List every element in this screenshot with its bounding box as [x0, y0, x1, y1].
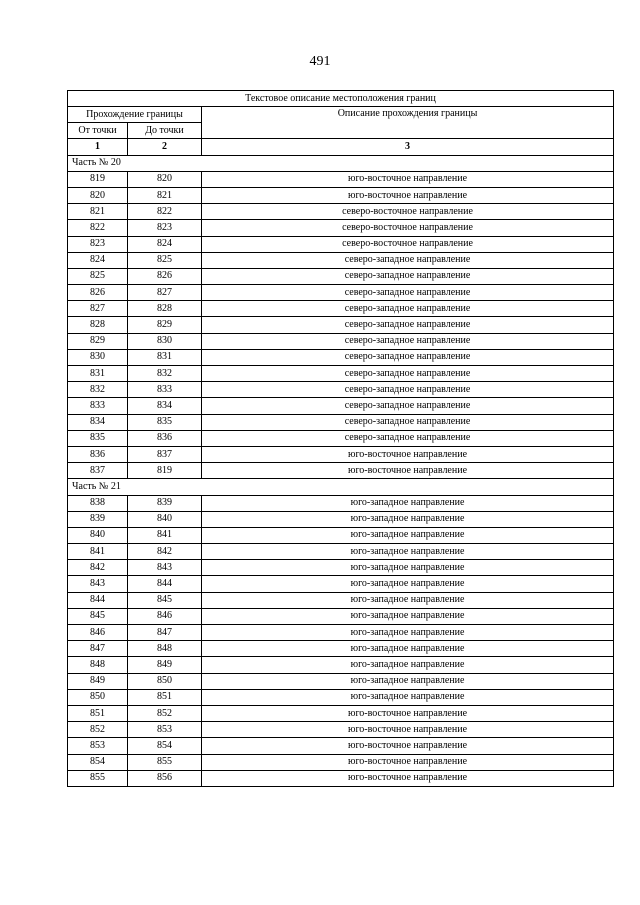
header-boundary-passage: Прохождение границы	[68, 107, 202, 123]
table-row	[68, 705, 614, 721]
table-row	[68, 171, 614, 187]
cell-to-point: 835	[128, 414, 202, 430]
cell-from-point: 847	[68, 641, 128, 657]
table-row	[68, 527, 614, 543]
column-number-2: 2	[128, 139, 202, 155]
cell-to-point: 841	[128, 527, 202, 543]
cell-direction: юго-восточное направление	[202, 738, 614, 754]
cell-direction: юго-западное направление	[202, 641, 614, 657]
table-row	[68, 220, 614, 236]
cell-to-point: 831	[128, 349, 202, 365]
cell-from-point: 830	[68, 349, 128, 365]
cell-from-point: 821	[68, 204, 128, 220]
cell-to-point: 840	[128, 511, 202, 527]
cell-to-point: 827	[128, 285, 202, 301]
header-from-point: От точки	[68, 123, 128, 139]
cell-to-point: 846	[128, 608, 202, 624]
cell-to-point: 853	[128, 722, 202, 738]
page-number: 491	[309, 54, 331, 69]
cell-direction: юго-западное направление	[202, 576, 614, 592]
cell-direction: северо-западное направление	[202, 252, 614, 268]
cell-to-point: 825	[128, 252, 202, 268]
cell-from-point: 835	[68, 430, 128, 446]
table-row	[68, 204, 614, 220]
cell-direction: юго-западное направление	[202, 625, 614, 641]
cell-to-point: 823	[128, 220, 202, 236]
cell-direction: северо-западное направление	[202, 317, 614, 333]
cell-from-point: 819	[68, 171, 128, 187]
cell-direction: юго-восточное направление	[202, 770, 614, 786]
cell-direction: северо-западное направление	[202, 414, 614, 430]
cell-to-point: 821	[128, 187, 202, 203]
cell-from-point: 828	[68, 317, 128, 333]
table-row	[68, 657, 614, 673]
table-row	[68, 236, 614, 252]
cell-from-point: 855	[68, 770, 128, 786]
section-header-row	[68, 479, 614, 495]
cell-from-point: 839	[68, 511, 128, 527]
cell-to-point: 856	[128, 770, 202, 786]
section-title: Часть № 21	[68, 479, 614, 495]
table-row	[68, 285, 614, 301]
table-row	[68, 446, 614, 462]
cell-direction: северо-западное направление	[202, 301, 614, 317]
cell-direction: северо-восточное направление	[202, 220, 614, 236]
table-row	[68, 544, 614, 560]
column-number-1: 1	[68, 139, 128, 155]
header-to-point: До точки	[128, 123, 202, 139]
cell-from-point: 853	[68, 738, 128, 754]
table-row	[68, 382, 614, 398]
table-caption-row	[68, 91, 614, 107]
table-row	[68, 333, 614, 349]
cell-to-point: 822	[128, 204, 202, 220]
cell-from-point: 840	[68, 527, 128, 543]
table-row	[68, 187, 614, 203]
cell-to-point: 850	[128, 673, 202, 689]
cell-direction: юго-западное направление	[202, 608, 614, 624]
table-caption: Текстовое описание местоположения границ	[68, 91, 614, 107]
cell-direction: юго-восточное направление	[202, 705, 614, 721]
table-row	[68, 301, 614, 317]
table-row	[68, 738, 614, 754]
cell-to-point: 829	[128, 317, 202, 333]
table-row	[68, 414, 614, 430]
cell-to-point: 833	[128, 382, 202, 398]
cell-to-point: 848	[128, 641, 202, 657]
cell-to-point: 855	[128, 754, 202, 770]
cell-direction: юго-западное направление	[202, 495, 614, 511]
cell-direction: юго-восточное направление	[202, 722, 614, 738]
cell-to-point: 836	[128, 430, 202, 446]
cell-direction: юго-восточное направление	[202, 187, 614, 203]
table-row	[68, 722, 614, 738]
cell-direction: юго-восточное направление	[202, 754, 614, 770]
cell-to-point: 819	[128, 463, 202, 479]
table-row	[68, 268, 614, 284]
table-row	[68, 770, 614, 786]
cell-to-point: 826	[128, 268, 202, 284]
table-row	[68, 641, 614, 657]
cell-to-point: 852	[128, 705, 202, 721]
cell-from-point: 825	[68, 268, 128, 284]
cell-direction: юго-западное направление	[202, 511, 614, 527]
table-row	[68, 576, 614, 592]
table-row	[68, 560, 614, 576]
cell-from-point: 832	[68, 382, 128, 398]
cell-from-point: 829	[68, 333, 128, 349]
cell-to-point: 854	[128, 738, 202, 754]
cell-from-point: 823	[68, 236, 128, 252]
cell-from-point: 846	[68, 625, 128, 641]
table-row	[68, 754, 614, 770]
cell-direction: юго-западное направление	[202, 689, 614, 705]
boundary-table-body	[68, 91, 614, 787]
cell-to-point: 842	[128, 544, 202, 560]
cell-from-point: 843	[68, 576, 128, 592]
table-row	[68, 398, 614, 414]
cell-to-point: 839	[128, 495, 202, 511]
cell-to-point: 834	[128, 398, 202, 414]
table-column-number-row	[68, 139, 614, 155]
table-row	[68, 349, 614, 365]
cell-direction: северо-западное направление	[202, 349, 614, 365]
cell-from-point: 824	[68, 252, 128, 268]
cell-direction: северо-восточное направление	[202, 236, 614, 252]
table-row	[68, 495, 614, 511]
cell-from-point: 849	[68, 673, 128, 689]
cell-direction: юго-западное направление	[202, 673, 614, 689]
cell-to-point: 843	[128, 560, 202, 576]
table-row	[68, 366, 614, 382]
cell-from-point: 850	[68, 689, 128, 705]
cell-direction: северо-западное направление	[202, 430, 614, 446]
cell-to-point: 851	[128, 689, 202, 705]
cell-from-point: 831	[68, 366, 128, 382]
cell-to-point: 824	[128, 236, 202, 252]
cell-from-point: 845	[68, 608, 128, 624]
cell-from-point: 851	[68, 705, 128, 721]
table-row	[68, 608, 614, 624]
cell-from-point: 837	[68, 463, 128, 479]
cell-to-point: 832	[128, 366, 202, 382]
boundary-table	[67, 90, 614, 787]
table-row	[68, 252, 614, 268]
section-header-row	[68, 155, 614, 171]
cell-to-point: 820	[128, 171, 202, 187]
cell-from-point: 841	[68, 544, 128, 560]
cell-direction: юго-восточное направление	[202, 171, 614, 187]
cell-to-point: 845	[128, 592, 202, 608]
cell-from-point: 827	[68, 301, 128, 317]
table-row	[68, 511, 614, 527]
table-row	[68, 317, 614, 333]
cell-from-point: 852	[68, 722, 128, 738]
cell-from-point: 822	[68, 220, 128, 236]
cell-from-point: 844	[68, 592, 128, 608]
cell-direction: юго-восточное направление	[202, 463, 614, 479]
table-row	[68, 430, 614, 446]
cell-from-point: 854	[68, 754, 128, 770]
cell-from-point: 826	[68, 285, 128, 301]
cell-direction: юго-западное направление	[202, 560, 614, 576]
table-row	[68, 673, 614, 689]
cell-direction: северо-западное направление	[202, 366, 614, 382]
cell-direction: северо-западное направление	[202, 398, 614, 414]
cell-to-point: 849	[128, 657, 202, 673]
cell-direction: юго-западное направление	[202, 657, 614, 673]
cell-to-point: 830	[128, 333, 202, 349]
header-description: Описание прохождения границы	[202, 107, 614, 139]
cell-to-point: 828	[128, 301, 202, 317]
table-row	[68, 463, 614, 479]
table-row	[68, 625, 614, 641]
cell-from-point: 836	[68, 446, 128, 462]
cell-direction: северо-западное направление	[202, 268, 614, 284]
cell-from-point: 838	[68, 495, 128, 511]
cell-from-point: 842	[68, 560, 128, 576]
cell-to-point: 847	[128, 625, 202, 641]
cell-from-point: 833	[68, 398, 128, 414]
cell-direction: юго-западное направление	[202, 544, 614, 560]
table-row	[68, 592, 614, 608]
cell-direction: северо-западное направление	[202, 333, 614, 349]
cell-direction: северо-западное направление	[202, 382, 614, 398]
table-row	[68, 689, 614, 705]
cell-direction: северо-западное направление	[202, 285, 614, 301]
section-title: Часть № 20	[68, 155, 614, 171]
table-header-row	[68, 107, 614, 123]
cell-from-point: 820	[68, 187, 128, 203]
cell-direction: северо-восточное направление	[202, 204, 614, 220]
cell-direction: юго-восточное направление	[202, 446, 614, 462]
cell-to-point: 844	[128, 576, 202, 592]
cell-direction: юго-западное направление	[202, 592, 614, 608]
cell-to-point: 837	[128, 446, 202, 462]
cell-direction: юго-западное направление	[202, 527, 614, 543]
cell-from-point: 834	[68, 414, 128, 430]
column-number-3: 3	[202, 139, 614, 155]
cell-from-point: 848	[68, 657, 128, 673]
